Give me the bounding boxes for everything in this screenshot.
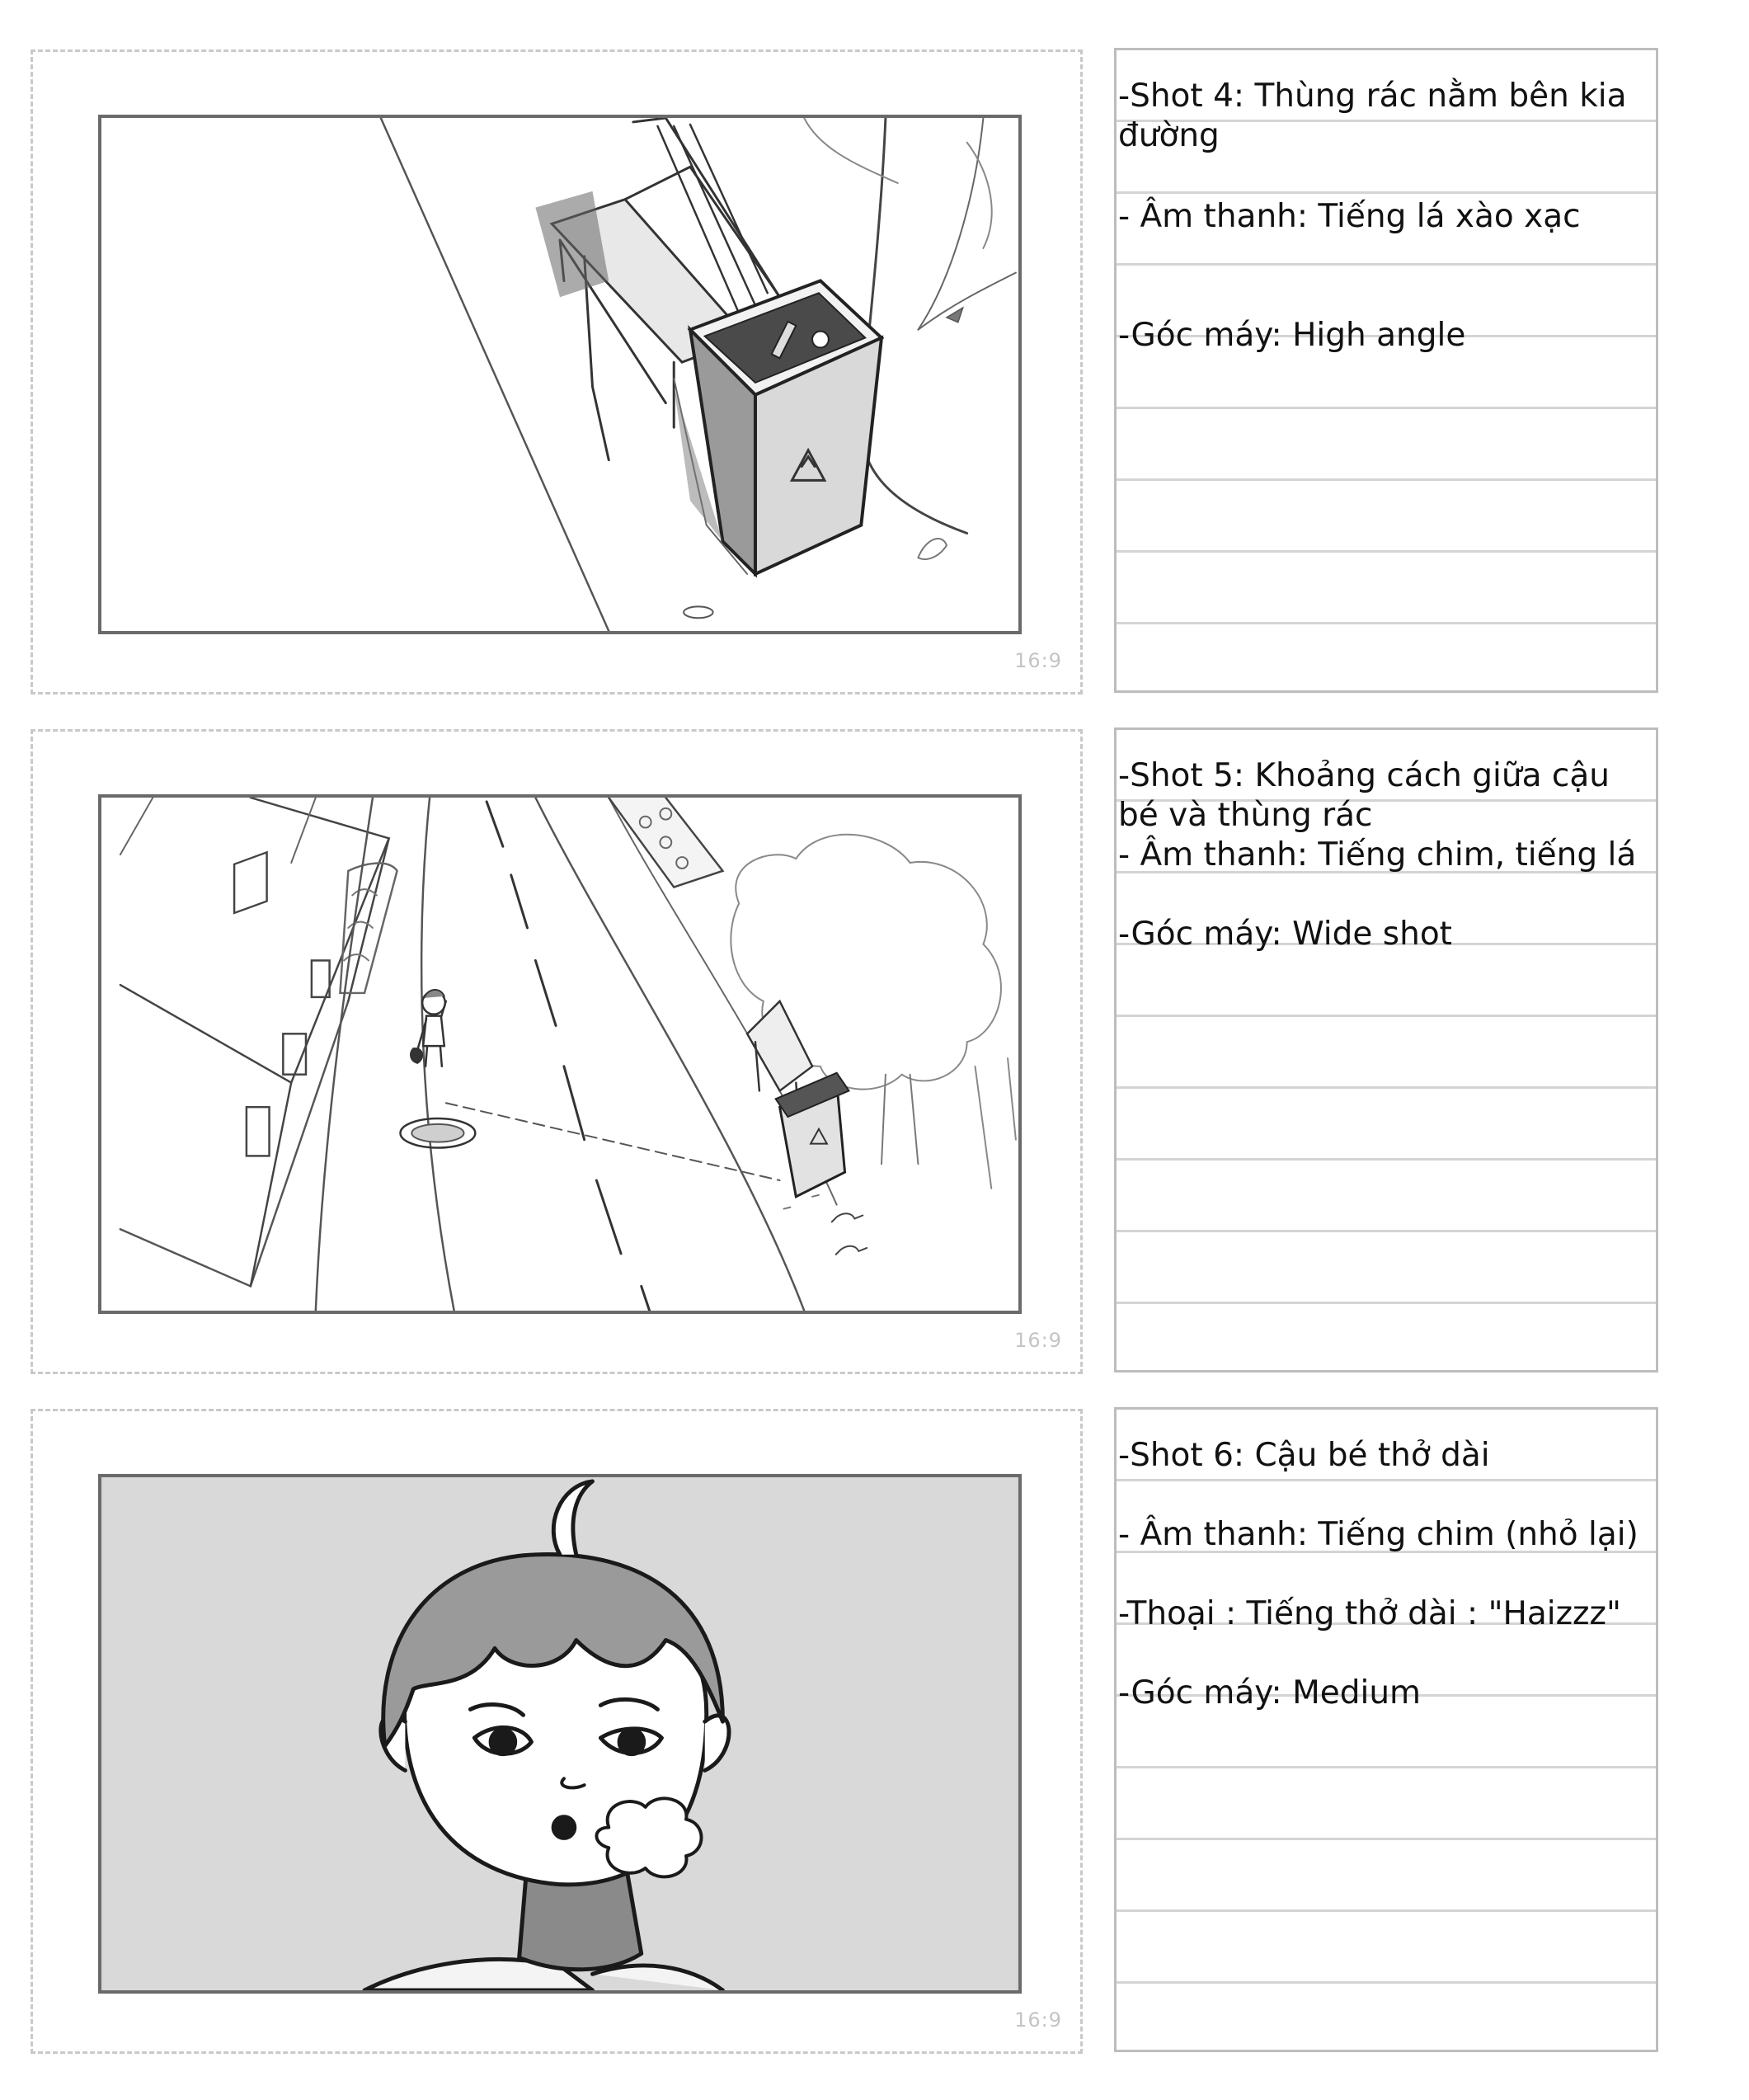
storyboard-frame-shot-6 [31, 1409, 1083, 2054]
sound-note: - Âm thanh: Tiếng lá xào xạc [1118, 198, 1581, 235]
aspect-ratio-label: 16:9 [1014, 1329, 1062, 1352]
shot-title: -Shot 6: Cậu bé thở dài [1118, 1437, 1490, 1474]
sketch-panel-boy-sighing [98, 1474, 1022, 1994]
street-wide-sketch [101, 798, 1018, 1311]
camera-angle-note: -Góc máy: Medium [1118, 1674, 1422, 1712]
aspect-ratio-label: 16:9 [1014, 2008, 1062, 2032]
shot-notes-6 [1114, 1407, 1658, 2052]
sound-note: - Âm thanh: Tiếng chim, tiếng lá [1118, 836, 1637, 873]
sketch-panel-wide-street [98, 794, 1022, 1314]
camera-angle-note: -Góc máy: High angle [1118, 317, 1466, 354]
boy-sighing-sketch [101, 1477, 1018, 1990]
storyboard-frame-shot-5 [31, 729, 1083, 1374]
sketch-panel-trash-bin-high-angle [98, 115, 1022, 634]
camera-angle-note: -Góc máy: Wide shot [1118, 916, 1452, 953]
trash-bin-sketch [101, 118, 1018, 631]
shot-title: -Shot 4: Thùng rác nằm bên kia đường [1118, 78, 1637, 154]
shot-notes-4 [1114, 48, 1658, 693]
aspect-ratio-label: 16:9 [1014, 649, 1062, 672]
sound-note: - Âm thanh: Tiếng chim (nhỏ lại) [1118, 1516, 1639, 1553]
dialogue-note: -Thoại : Tiếng thở dài : "Haizzz" [1118, 1595, 1621, 1632]
shot-title: -Shot 5: Khoảng cách giữa cậu bé và thùng rác [1118, 757, 1620, 834]
shot-notes-5 [1114, 727, 1658, 1373]
storyboard-frame-shot-4 [31, 49, 1083, 695]
